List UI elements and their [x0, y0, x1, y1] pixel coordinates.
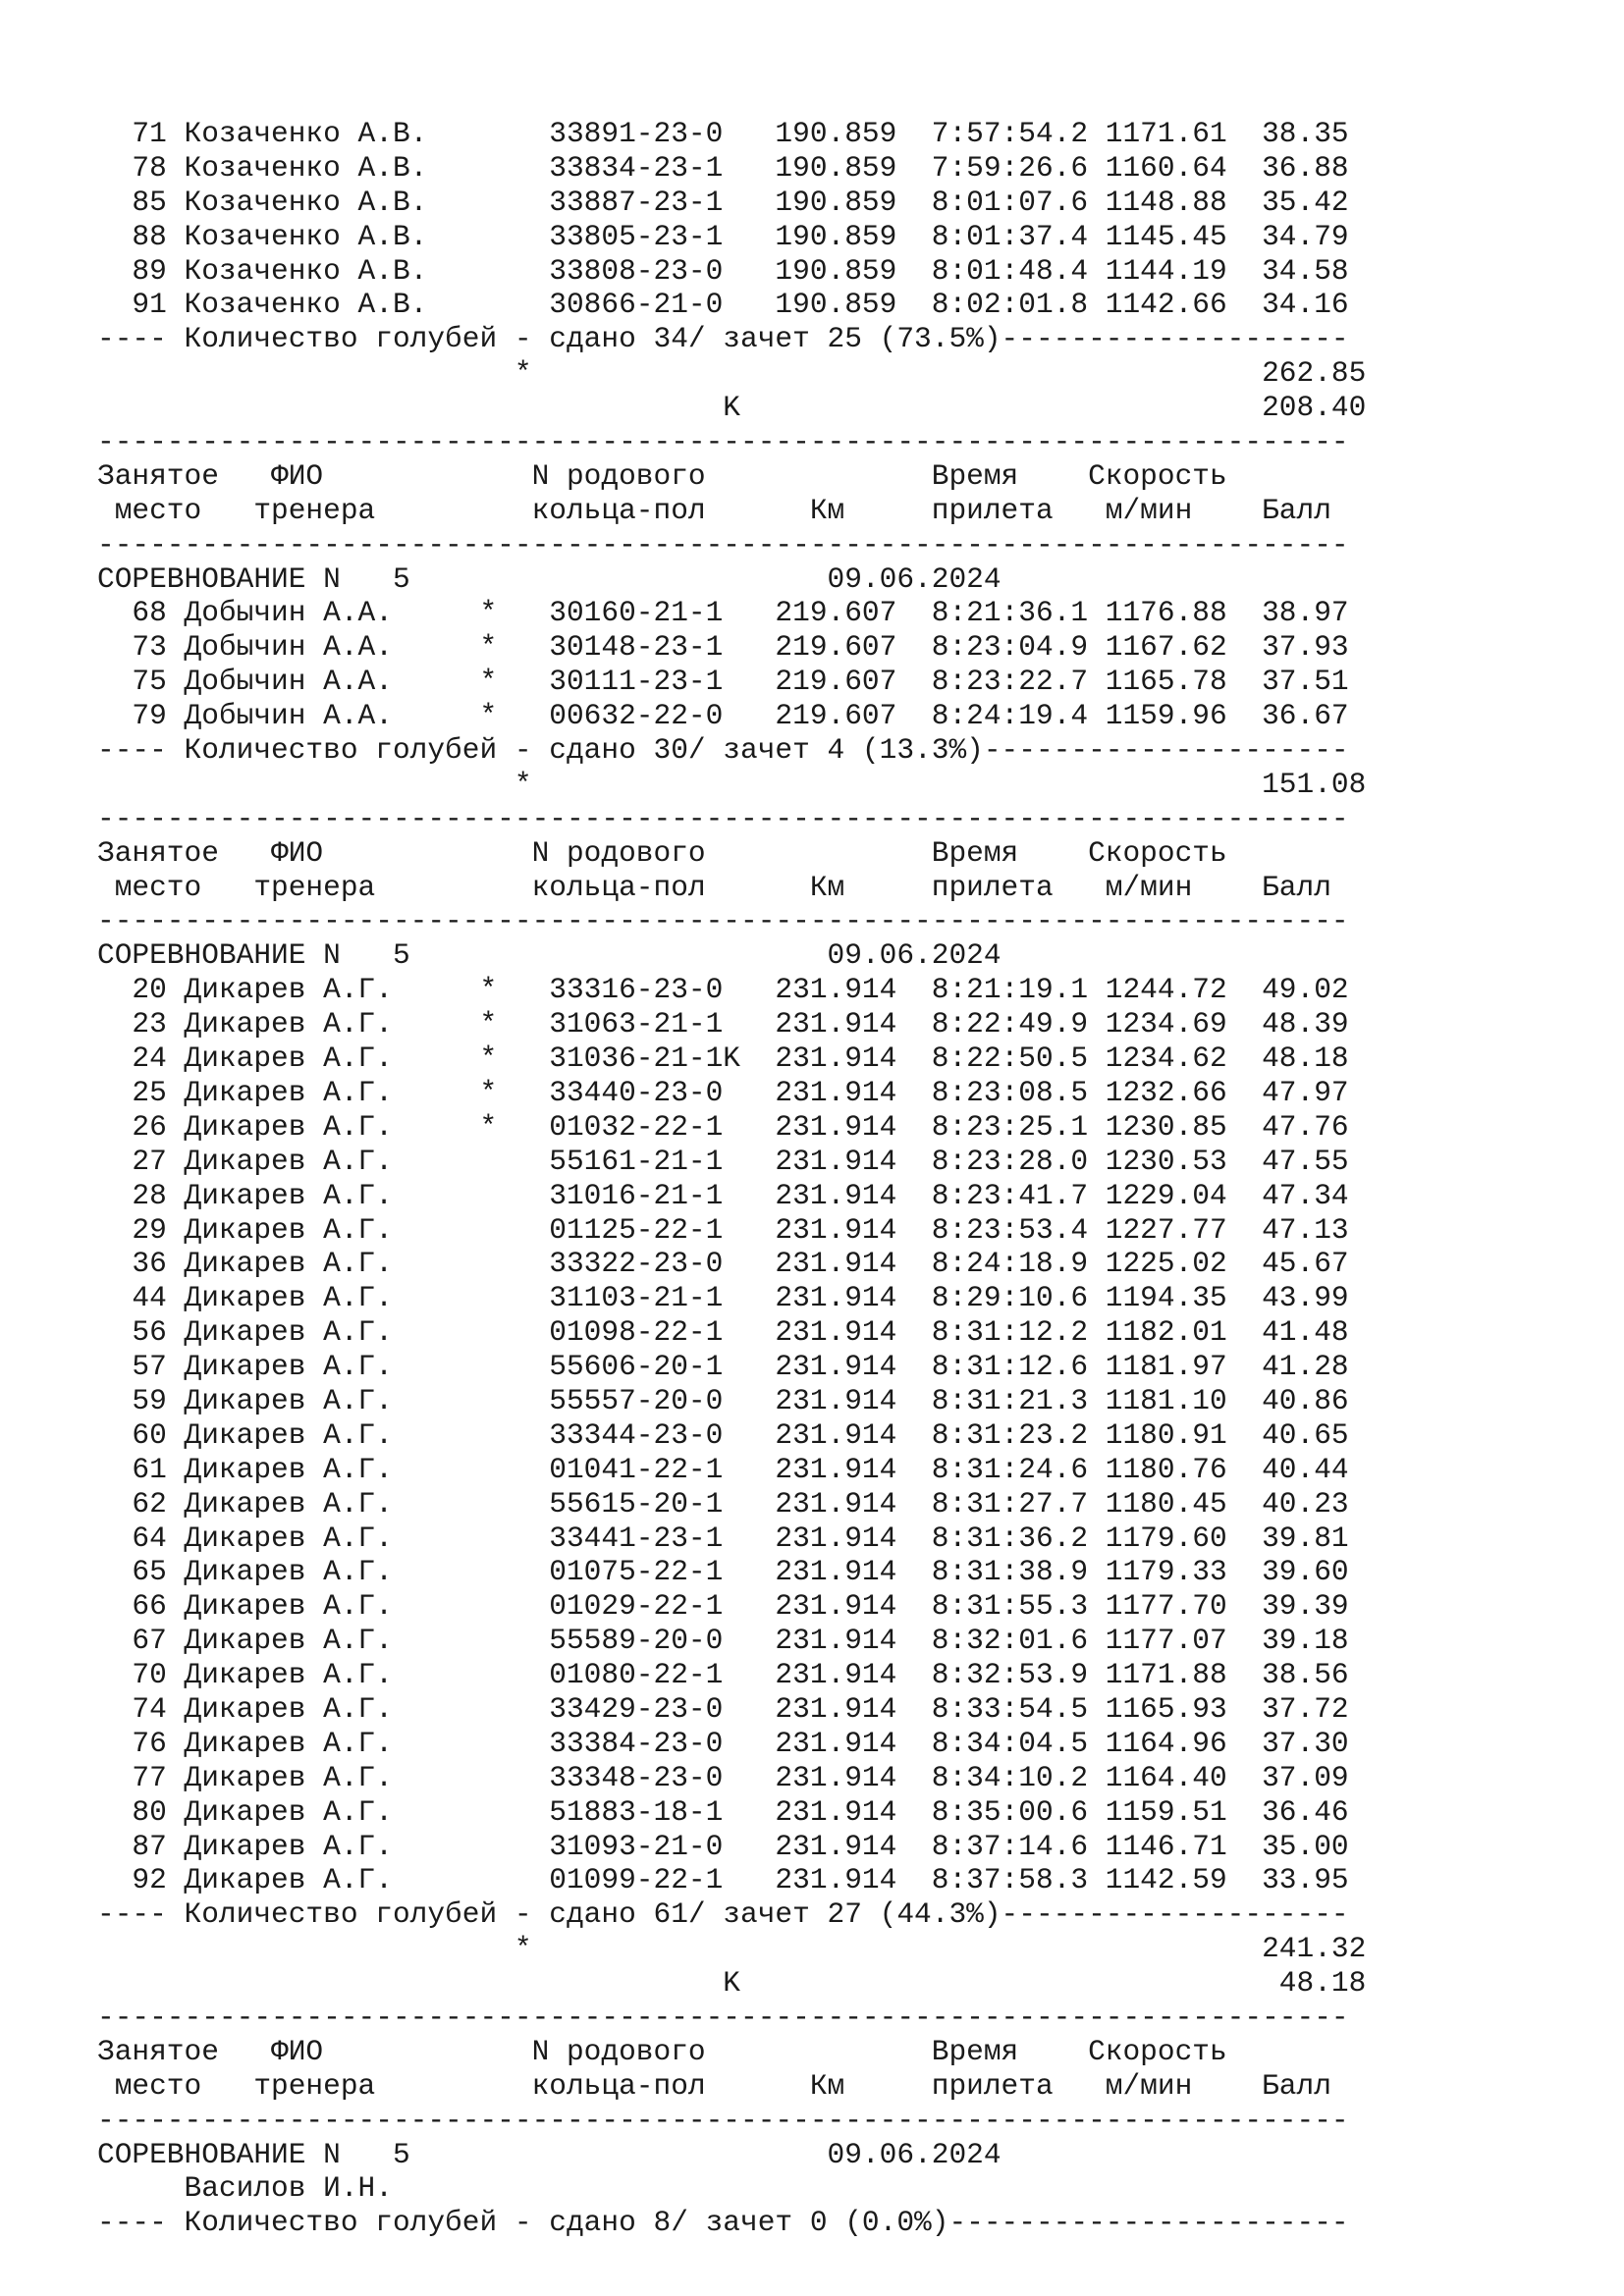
column-header-line: место тренера кольца-пол Км прилета м/мин Балл — [97, 2068, 1331, 2103]
column-header-line: Занятое ФИО N родового Время Скорость — [97, 835, 1227, 870]
result-row: 20 Дикарев А.Г. * 33316-23-0 231.914 8:21:19.1 1244.72 49.02 — [97, 973, 1349, 1007]
result-row: 70 Дикарев А.Г. 01080-22-1 231.914 8:32:53.9 1171.88 38.56 — [97, 1658, 1349, 1692]
result-row: 80 Дикарев А.Г. 51883-18-1 231.914 8:35:00.6 1159.51 36.46 — [97, 1794, 1349, 1829]
result-row: 71 Козаченко А.В. 33891-23-0 190.859 7:57:54.2 1171.61 38.35 — [97, 117, 1349, 150]
competition-header: СОРЕВНОВАНИЕ N 5 09.06.2024 — [97, 938, 1001, 973]
summary-line: ---- Количество голубей - сдано 30/ зачет 4 (13.3%)--------------------- — [97, 733, 1349, 768]
result-row: 28 Дикарев А.Г. 31016-21-1 231.914 8:23:41.7 1229.04 47.34 — [97, 1178, 1349, 1212]
separator-line: ------------------------------------------------------------------------ — [97, 2000, 1349, 2034]
separator-line: ------------------------------------------------------------------------ — [97, 527, 1349, 561]
result-row: 65 Дикарев А.Г. 01075-22-1 231.914 8:31:38.9 1179.33 39.60 — [97, 1555, 1349, 1589]
result-row: 64 Дикарев А.Г. 33441-23-1 231.914 8:31:36.2 1179.60 39.81 — [97, 1521, 1349, 1555]
result-row: 61 Дикарев А.Г. 01041-22-1 231.914 8:31:24.6 1180.76 40.44 — [97, 1452, 1349, 1486]
result-row: 68 Добычин А.А. * 30160-21-1 219.607 8:21:36.1 1176.88 38.97 — [97, 596, 1349, 630]
result-row: 26 Дикарев А.Г. * 01032-22-1 231.914 8:23:25.1 1230.85 47.76 — [97, 1109, 1349, 1144]
separator-line: ------------------------------------------------------------------------ — [97, 425, 1349, 459]
total-line: * 151.08 — [97, 767, 1367, 801]
result-row: 92 Дикарев А.Г. 01099-22-1 231.914 8:37:58.3 1142.59 33.95 — [97, 1863, 1349, 1897]
result-row: 59 Дикарев А.Г. 55557-20-0 231.914 8:31:21.3 1181.10 40.86 — [97, 1383, 1349, 1417]
column-header-line: Занятое ФИО N родового Время Скорость — [97, 458, 1227, 493]
total-line: * 262.85 — [97, 356, 1367, 391]
total-line: K 48.18 — [97, 1966, 1367, 2001]
result-row: 75 Добычин А.А. * 30111-23-1 219.607 8:23:22.7 1165.78 37.51 — [97, 665, 1349, 699]
result-row: 44 Дикарев А.Г. 31103-21-1 231.914 8:29:10.6 1194.35 43.99 — [97, 1281, 1349, 1315]
result-row: 29 Дикарев А.Г. 01125-22-1 231.914 8:23:53.4 1227.77 47.13 — [97, 1212, 1349, 1247]
column-header-line: Занятое ФИО N родового Время Скорость — [97, 2034, 1227, 2068]
result-row: 88 Козаченко А.В. 33805-23-1 190.859 8:01:37.4 1145.45 34.79 — [97, 219, 1349, 253]
result-row: 57 Дикарев А.Г. 55606-20-1 231.914 8:31:12.6 1181.97 41.28 — [97, 1350, 1349, 1384]
result-row: 87 Дикарев А.Г. 31093-21-0 231.914 8:37:14.6 1146.71 35.00 — [97, 1829, 1349, 1863]
result-row: 36 Дикарев А.Г. 33322-23-0 231.914 8:24:18.9 1225.02 45.67 — [97, 1247, 1349, 1281]
result-row: 78 Козаченко А.В. 33834-23-1 190.859 7:59:26.6 1160.64 36.88 — [97, 150, 1349, 185]
result-row: 66 Дикарев А.Г. 01029-22-1 231.914 8:31:55.3 1177.70 39.39 — [97, 1589, 1349, 1624]
competition-header: СОРЕВНОВАНИЕ N 5 09.06.2024 — [97, 561, 1001, 596]
result-row: 27 Дикарев А.Г. 55161-21-1 231.914 8:23:28.0 1230.53 47.55 — [97, 1144, 1349, 1178]
participant-line: Василов И.Н. — [97, 2171, 393, 2206]
result-row: 60 Дикарев А.Г. 33344-23-0 231.914 8:31:23.2 1180.91 40.65 — [97, 1417, 1349, 1452]
separator-line: ------------------------------------------------------------------------ — [97, 904, 1349, 938]
column-header-line: место тренера кольца-пол Км прилета м/мин Балл — [97, 493, 1331, 527]
result-row: 67 Дикарев А.Г. 55589-20-0 231.914 8:32:01.6 1177.07 39.18 — [97, 1624, 1349, 1658]
total-line: K 208.40 — [97, 391, 1367, 425]
result-row: 91 Козаченко А.В. 30866-21-0 190.859 8:02:01.8 1142.66 34.16 — [97, 288, 1349, 322]
result-row: 62 Дикарев А.Г. 55615-20-1 231.914 8:31:27.7 1180.45 40.23 — [97, 1486, 1349, 1521]
summary-line: ---- Количество голубей - сдано 8/ зачет 0 (0.0%)----------------------- — [97, 2206, 1349, 2240]
result-row: 74 Дикарев А.Г. 33429-23-0 231.914 8:33:54.5 1165.93 37.72 — [97, 1691, 1349, 1726]
summary-line: ---- Количество голубей - сдано 34/ зачет 25 (73.5%)-------------------- — [97, 322, 1349, 356]
column-header-line: место тренера кольца-пол Км прилета м/мин Балл — [97, 870, 1331, 904]
competition-header: СОРЕВНОВАНИЕ N 5 09.06.2024 — [97, 2137, 1001, 2171]
total-line: * 241.32 — [97, 1932, 1367, 1966]
result-row: 76 Дикарев А.Г. 33384-23-0 231.914 8:34:04.5 1164.96 37.30 — [97, 1726, 1349, 1760]
result-row: 56 Дикарев А.Г. 01098-22-1 231.914 8:31:12.2 1182.01 41.48 — [97, 1315, 1349, 1350]
result-row: 85 Козаченко А.В. 33887-23-1 190.859 8:01:07.6 1148.88 35.42 — [97, 185, 1349, 219]
result-row: 25 Дикарев А.Г. * 33440-23-0 231.914 8:23:08.5 1232.66 47.97 — [97, 1075, 1349, 1109]
result-row: 77 Дикарев А.Г. 33348-23-0 231.914 8:34:10.2 1164.40 37.09 — [97, 1760, 1349, 1794]
summary-line: ---- Количество голубей - сдано 61/ зачет 27 (44.3%)-------------------- — [97, 1897, 1349, 1932]
result-row: 89 Козаченко А.В. 33808-23-0 190.859 8:01:48.4 1144.19 34.58 — [97, 253, 1349, 288]
result-row: 24 Дикарев А.Г. * 31036-21-1K 231.914 8:22:50.5 1234.62 48.18 — [97, 1041, 1349, 1076]
result-row: 23 Дикарев А.Г. * 31063-21-1 231.914 8:22:49.9 1234.69 48.39 — [97, 1007, 1349, 1041]
results-document — [97, 117, 1366, 2240]
separator-line: ------------------------------------------------------------------------ — [97, 801, 1349, 835]
result-row: 79 Добычин А.А. * 00632-22-0 219.607 8:24:19.4 1159.96 36.67 — [97, 699, 1349, 733]
separator-line: ------------------------------------------------------------------------ — [97, 2103, 1349, 2137]
result-row: 73 Добычин А.А. * 30148-23-1 219.607 8:23:04.9 1167.62 37.93 — [97, 630, 1349, 665]
